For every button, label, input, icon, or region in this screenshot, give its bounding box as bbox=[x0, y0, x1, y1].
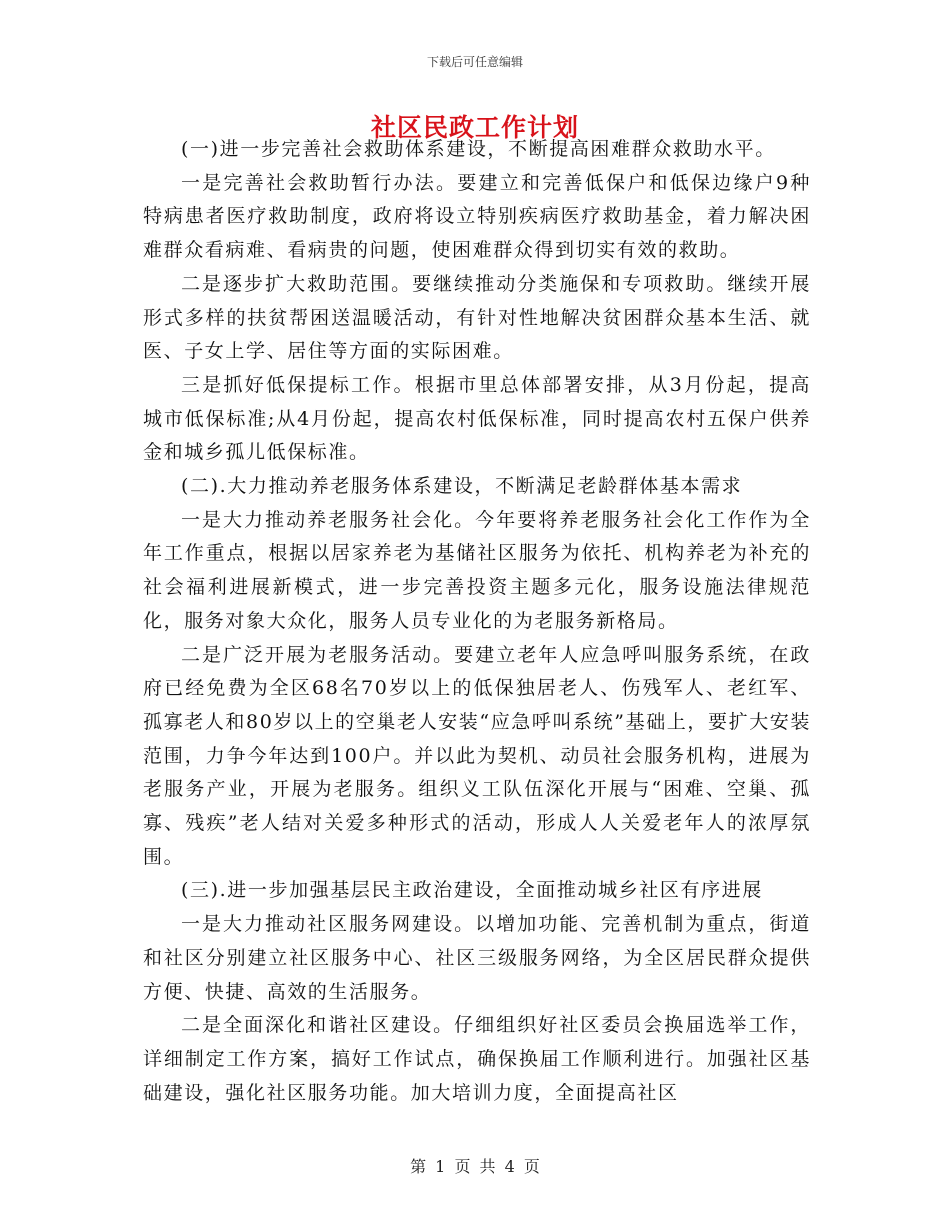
paragraph: 一是大力推动社区服务网建设。以增加功能、完善机制为重点，街道和社区分别建立社区服务中心、社区三级服务网络，为全区居民群众提供方便、快捷、高效的生活服务。 bbox=[143, 913, 811, 1003]
paragraph: 一是完善社会救助暂行办法。要建立和完善低保户和低保边缘户9种特病患者医疗救助制度，政府将设立特别疾病医疗救助基金，着力解决困难群众看病难、看病贵的问题，使困难群众得到切实有效的救助。 bbox=[143, 171, 811, 262]
paragraph: 三是抓好低保提标工作。根据市里总体部署安排，从3月份起，提高城市低保标准;从4月份起，提高农村低保标准，同时提高农村五保户供养金和城乡孤儿低保标准。 bbox=[143, 373, 811, 464]
section-heading-2: (二).大力推动养老服务体系建设，不断满足老龄群体基本需求 bbox=[181, 475, 743, 498]
section-heading-1: (一)进一步完善社会救助体系建设，不断提高困难群众救助水平。 bbox=[181, 138, 776, 160]
paragraph: 二是广泛开展为老服务活动。要建立老年人应急呼叫服务系统，在政府已经免费为全区68名70岁以上的低保独居老人、伤残军人、老红军、孤寡老人和80岁以上的空巢老人安装“应急呼叫系统”基础上，要扩大安装范围，力争今年达到100户。并以此为契机、动员社会服务机构，进展为老服务产业，开展为老服务。组织义工队伍深化开展与“困难、空巢、孤寡、残疾”老人结对关爱多种形式的活动，形成人人关爱老年人的浓厚氛围。 bbox=[143, 643, 812, 868]
page-number: 第 1 页 共 4 页 bbox=[410, 1157, 540, 1176]
document-title: 社区民政工作计划 bbox=[370, 113, 579, 142]
document-body bbox=[143, 133, 811, 1110]
paragraph: 一是大力推动养老服务社会化。今年要将养老服务社会化工作作为全年工作重点，根据以居家养老为基储社区服务为依托、机构养老为补充的社会福利进展新模式，进一步完善投资主题多元化，服务设施法律规范化，服务对象大众化，服务人员专业化的为老服务新格局。 bbox=[143, 508, 811, 632]
header-note: 下载后可任意编辑 bbox=[426, 55, 523, 69]
paragraph: 二是全面深化和谐社区建设。仔细组织好社区委员会换届选举工作，详细制定工作方案，搞好工作试点，确保换届工作顺利进行。加强社区基础建设，强化社区服务功能。加大培训力度，全面提高社区 bbox=[143, 1014, 811, 1104]
section-heading-3: (三).进一步加强基层民主政治建设，全面推动城乡社区有序进展 bbox=[181, 879, 763, 902]
paragraph: 二是逐步扩大救助范围。要继续推动分类施保和专项救助。继续开展形式多样的扶贫帮困送温暖活动，有针对性地解决贫困群众基本生活、就医、子女上学、居住等方面的实际困难。 bbox=[143, 272, 811, 363]
